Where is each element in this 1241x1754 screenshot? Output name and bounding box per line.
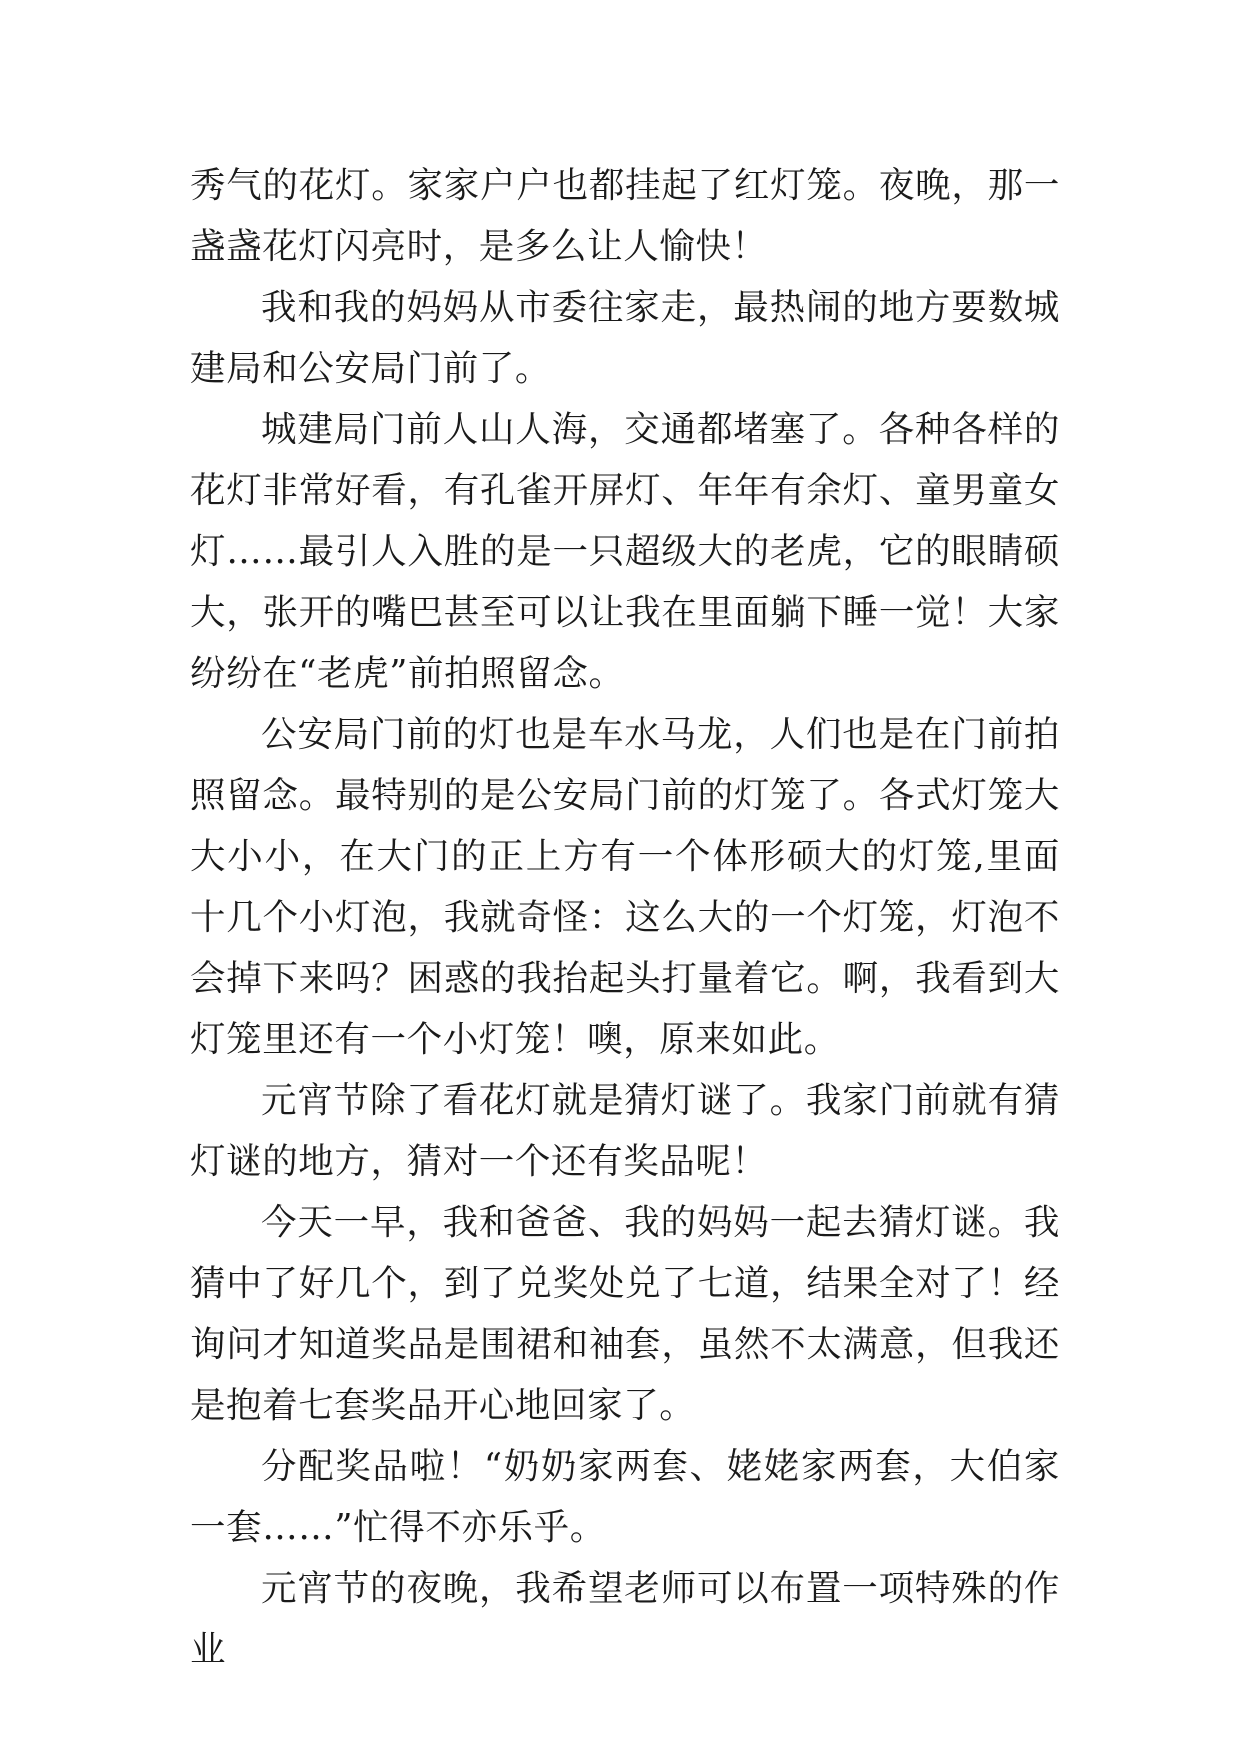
paragraph: 公安局门前的灯也是车水马龙，人们也是在门前拍照留念。最特别的是公安局门前的灯笼了。各式灯笼大大小小，在大门的正上方有一个体形硕大的灯笼,里面十几个小灯泡，我就奇怪：这么大的一个灯笼，灯泡不会掉下来吗？困惑的我抬起头打量着它。啊，我看到大灯笼里还有一个小灯笼！噢，原来如此。 bbox=[190, 714, 1060, 1060]
document-body bbox=[190, 155, 1060, 1680]
paragraph: 元宵节的夜晚，我希望老师可以布置一项特殊的作业 bbox=[190, 1568, 1060, 1670]
paragraph: 分配奖品啦！“奶奶家两套、姥姥家两套，大伯家一套……”忙得不亦乐乎。 bbox=[190, 1446, 1060, 1548]
paragraph: 秀气的花灯。家家户户也都挂起了红灯笼。夜晚，那一盏盏花灯闪亮时，是多么让人愉快！ bbox=[190, 165, 1060, 267]
paragraph: 今天一早，我和爸爸、我的妈妈一起去猜灯谜。我猜中了好几个，到了兑奖处兑了七道，结果全对了！经询问才知道奖品是围裙和袖套，虽然不太满意，但我还是抱着七套奖品开心地回家了。 bbox=[190, 1202, 1060, 1426]
paragraph: 元宵节除了看花灯就是猜灯谜了。我家门前就有猜灯谜的地方，猜对一个还有奖品呢！ bbox=[190, 1080, 1060, 1182]
paragraph: 城建局门前人山人海，交通都堵塞了。各种各样的花灯非常好看，有孔雀开屏灯、年年有余灯、童男童女灯……最引人入胜的是一只超级大的老虎，它的眼睛硕大，张开的嘴巴甚至可以让我在里面躺下睡一觉！大家纷纷在“老虎”前拍照留念。 bbox=[190, 409, 1060, 694]
paragraph: 我和我的妈妈从市委往家走，最热闹的地方要数城建局和公安局门前了。 bbox=[190, 287, 1060, 389]
